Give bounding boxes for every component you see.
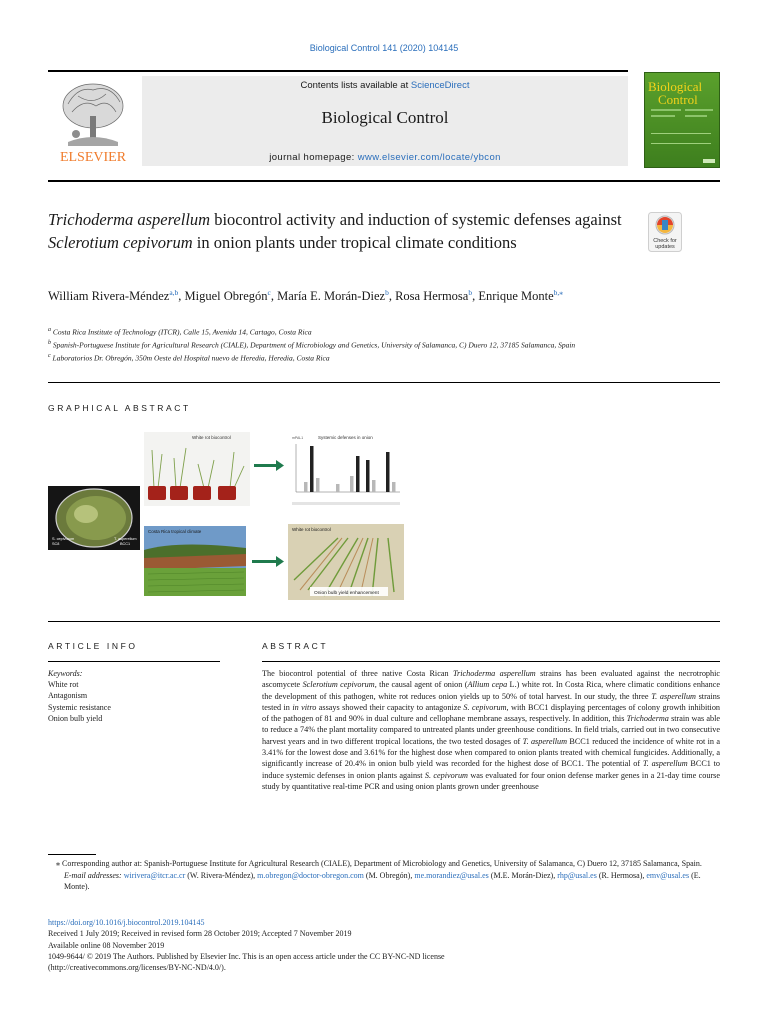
abstract-run: was evaluated for four onion defense marker genes in a 21-day time course study by quantitative real-time PCR and using onion plants grown under greenhouse <box>262 770 720 791</box>
elsevier-tree-icon <box>48 76 138 166</box>
crossmark-line2: updates <box>655 244 675 250</box>
email-owner: (R. Hermosa), <box>596 870 647 880</box>
email-link[interactable]: me.morandiez@usal.es <box>414 870 489 880</box>
email-link[interactable]: emv@usal.es <box>646 870 690 880</box>
cover-title-line1: Biological <box>648 79 703 94</box>
author-name[interactable]: María E. Morán-Diez <box>277 289 386 304</box>
graphical-abstract-svg <box>48 430 408 600</box>
affiliation-text: Spanish-Portuguese Institute for Agricultural Research (CIALE), Department of Microbiology and Genetics, University of Salamanca, C) Duero 12, 37185 Salamanca, Spain <box>51 340 576 350</box>
check-for-updates-button[interactable] <box>648 212 682 252</box>
email-owner: (M.E. Morán-Diez), <box>488 870 558 880</box>
article-title <box>48 208 638 254</box>
abstract-run: strains has been evaluated against the necrotrophic ascomycete <box>262 669 721 690</box>
title-species-1: Trichoderma asperellum <box>48 210 211 229</box>
author-name[interactable]: Enrique Monte <box>478 289 554 304</box>
author-separator: , <box>270 289 278 304</box>
email-link[interactable]: m.obregon@doctor-obregon.com <box>257 870 364 880</box>
journal-citation[interactable]: Biological Control 141 (2020) 104145 <box>309 43 459 53</box>
doi-link[interactable]: https://doi.org/10.1016/j.biocontrol.2019.104145 <box>48 918 205 927</box>
email-owner: (E. Monte). <box>64 870 701 891</box>
elsevier-wordmark: ELSEVIER <box>59 150 127 165</box>
author-name[interactable]: Rosa Hermosa <box>395 289 469 304</box>
author-affiliation-mark[interactable]: b <box>385 288 389 297</box>
abstract-italic: Sclerotium cepivorum <box>302 680 375 690</box>
email-addresses <box>48 870 720 893</box>
email-link[interactable]: wirivera@itcr.ac.cr <box>123 870 186 880</box>
yield-label: Onion bulb yield enhancement <box>314 591 379 596</box>
abstract-run: BCC1 reduced the incidence of white rot in a 3.41% for the lowest dose and 3.61% for the highest dose when compared to onion plants treated with chemical fungicides. Additionally, a significantly increase of 20.4% in onion bulb yield was recorded for the highest dose of BCC1. The potential of <box>262 736 720 769</box>
affiliation-mark: c <box>48 353 51 359</box>
affiliation-mark: a <box>48 327 51 333</box>
section-rule <box>48 382 720 383</box>
plate-sub-left: SC8 <box>52 542 60 546</box>
footnotes <box>48 858 720 893</box>
cover-title <box>648 80 718 106</box>
plate-label-left: S. cepivorum <box>52 537 75 541</box>
author-name[interactable]: William Rivera-Méndez <box>48 289 170 304</box>
abstract-italic: T. asperellum <box>522 736 568 746</box>
license-url[interactable]: (http://creativecommons.org/licenses/BY-NC-ND/4.0/). <box>48 963 226 973</box>
footnote-rule <box>48 854 96 855</box>
author-separator: , <box>388 289 396 304</box>
affiliation <box>48 351 648 364</box>
arrow-icon-2 <box>252 556 284 567</box>
author-affiliation-mark[interactable]: a,b <box>169 288 179 297</box>
keyword: Antagonism <box>48 691 88 701</box>
author-separator: , <box>472 289 479 304</box>
affiliation-mark: b <box>48 340 51 346</box>
affiliation-text: Laboratorios Dr. Obregón, 350m Oeste del Hospital nuevo de Heredia, Heredia, Costa Rica <box>50 353 330 363</box>
abstract-italic: S. cepivorum <box>463 702 507 712</box>
graphical-abstract-figure[interactable] <box>48 430 408 600</box>
abstract-run: The biocontrol potential of three native Costa Rican <box>262 669 453 678</box>
received-dates: Received 1 July 2019; Received in revised form 28 October 2019; Accepted 7 November 2019 <box>48 929 352 939</box>
homepage-line <box>142 152 628 163</box>
title-text-1: biocontrol activity and induction of systemic defenses against <box>210 210 622 229</box>
crossmark-line1: Check for <box>653 238 677 244</box>
corresponding-author-note: ⁎ Corresponding author at: Spanish-Portuguese Institute for Agricultural Research (CIALE), Department of Microbiology and Genetics, University of Salamanca, C) Duero 12, 37185 Salamanca, Spain. <box>56 859 702 868</box>
section-rule-2 <box>48 621 720 622</box>
article-info-rule <box>48 661 220 662</box>
keyword: Onion bulb yield <box>48 713 103 723</box>
license-text: 1049-9644/ © 2019 The Authors. Published by Elsevier Inc. This is an open access article under the CC BY-NC-ND license <box>48 951 445 961</box>
email-label: E-mail addresses: <box>64 870 124 880</box>
chart-gene-label: mPAL1 <box>292 436 304 440</box>
abstract-run: strains tested in <box>262 691 720 712</box>
homepage-prefix: journal homepage: <box>269 152 358 163</box>
email-owner: (M. Obregón), <box>363 870 415 880</box>
chart-title: Systemic defenses in onion <box>318 435 373 440</box>
email-owner: (W. Rivera-Méndez), <box>185 870 258 880</box>
affiliation <box>48 338 648 351</box>
graphical-abstract-heading: GRAPHICAL ABSTRACT <box>48 403 191 413</box>
plate-sub-right: BCC1 <box>120 542 131 546</box>
author-list <box>48 284 648 305</box>
author-affiliation-mark[interactable]: b <box>468 288 473 297</box>
abstract-italic: Trichoderma asperellum <box>452 669 536 678</box>
sciencedirect-link[interactable]: ScienceDirect <box>410 80 470 91</box>
abstract-italic: T. asperellum <box>651 691 696 701</box>
arrow-icon <box>254 460 284 471</box>
abstract-run: BCC1 to induce systemic defenses in onion plants against <box>262 759 720 780</box>
abstract-italic: Trichoderma <box>626 714 669 724</box>
crossmark-icon <box>648 212 682 252</box>
article-info-heading: ARTICLE INFO <box>48 641 138 651</box>
abstract-run: assays showed their capacity to antagonize <box>316 702 464 712</box>
author-separator: , <box>178 289 185 304</box>
abstract-italic: S. cepivorum <box>424 770 468 780</box>
field2-label: White rot biocontrol <box>292 527 331 532</box>
abstract-run: , with BCC1 displaying percentages of colony growth inhibition of the pathogen of 81 and 90% in dual culture and cellophane membrane assays, respectively. In addition, this <box>262 702 721 724</box>
journal-title: Biological Control <box>321 108 449 127</box>
abstract-run: L.) white rot. In Costa Rica, where climatic conditions enhance the development of this pathogen, white rot reduces onion yields up to 50% of total harvest. In our study, the three <box>262 680 720 701</box>
greenhouse-label: White rot biocontrol <box>192 435 231 440</box>
publication-info <box>48 917 720 973</box>
keyword: Systemic resistance <box>48 702 111 712</box>
field-label: Costa Rica tropical climate <box>148 529 202 534</box>
keywords-label: Keywords: <box>48 669 83 678</box>
title-text-2: in onion plants under tropical climate conditions <box>192 233 517 252</box>
homepage-link[interactable]: www.elsevier.com/locate/ybcon <box>357 152 501 163</box>
email-link[interactable]: rhp@usal.es <box>557 870 597 880</box>
elsevier-logo[interactable] <box>48 76 138 166</box>
author-affiliation-mark[interactable]: b,⁎ <box>553 288 564 297</box>
title-species-2: Sclerotium cepivorum <box>48 233 193 252</box>
affiliation-list <box>48 325 648 364</box>
abstract-rule <box>262 661 720 662</box>
abstract-run: , the causal agent of onion ( <box>374 680 468 690</box>
author-affiliation-mark[interactable]: c <box>267 288 271 297</box>
affiliation-text: Costa Rica Institute of Technology (ITCR), Calle 15, Avenida 14, Cartago, Costa Rica <box>51 327 312 337</box>
header-rule <box>48 70 628 72</box>
keywords-block <box>48 668 220 724</box>
abstract-run: strain was able to reduce a 74% the plant mortality compared to untreated plants under greenhouse conditions. In field trials, carried out in two consecutive harvest years and in two different tropical locations, the two tested dosages of <box>262 714 720 746</box>
cover-title-line2: Control <box>658 92 698 107</box>
header-bottom-rule <box>48 180 720 182</box>
contents-line <box>142 80 628 91</box>
author-name[interactable]: Miguel Obregón <box>184 289 268 304</box>
affiliation <box>48 325 648 338</box>
available-online: Available online 08 November 2019 <box>48 940 165 950</box>
abstract-heading: ABSTRACT <box>262 641 329 651</box>
contents-prefix: Contents lists available at <box>300 80 411 91</box>
abstract-italic: Allium cepa <box>467 680 508 690</box>
plate-label-right: T. asperellum <box>114 537 137 541</box>
keyword: White rot <box>48 680 79 690</box>
abstract-italic: in vitro <box>292 702 317 712</box>
abstract-text <box>262 668 720 792</box>
abstract-italic: T. asperellum <box>642 759 688 769</box>
